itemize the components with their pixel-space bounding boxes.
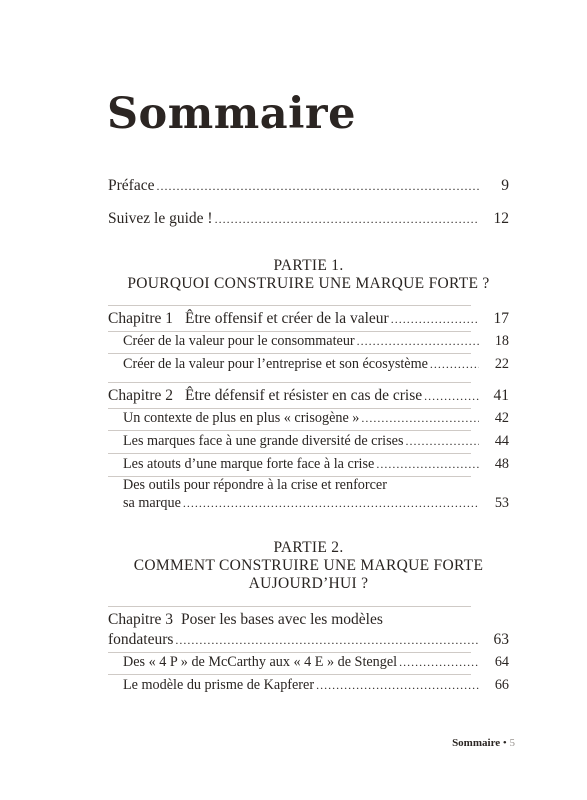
divider	[108, 408, 471, 409]
page-number: 64	[494, 654, 509, 670]
chapter-number: Chapitre 3	[108, 611, 173, 628]
leader-dots	[183, 496, 479, 511]
divider	[108, 353, 471, 354]
toc-entry-preface[interactable]	[108, 177, 509, 195]
toc-section[interactable]	[108, 677, 509, 694]
chapter-number: Chapitre 1	[108, 310, 173, 327]
chapter-title-line2: fondateurs	[108, 631, 174, 648]
leader-dots	[357, 334, 479, 349]
divider	[108, 453, 471, 454]
chapter-number: Chapitre 2	[108, 387, 173, 404]
toc-section[interactable]	[108, 410, 509, 427]
chapter-title: Être défensif et résister en cas de crise	[185, 387, 423, 404]
chapter-title: Être offensif et créer de la valeur	[185, 310, 389, 327]
page-title: Sommaire	[107, 88, 356, 139]
page-number: 18	[494, 333, 509, 349]
toc-section[interactable]	[108, 456, 509, 473]
page-number: 22	[494, 356, 509, 372]
page-number: 48	[494, 456, 509, 472]
separator-bullet: •	[502, 737, 507, 749]
leader-dots	[424, 389, 479, 404]
divider	[108, 305, 471, 306]
divider	[108, 430, 471, 431]
entry-label: Préface	[108, 177, 155, 194]
toc-section[interactable]	[108, 433, 509, 450]
page-number: 17	[493, 310, 509, 327]
toc-section[interactable]	[108, 333, 509, 350]
divider	[108, 674, 471, 675]
page-number: 66	[494, 677, 509, 693]
section-label: Créer de la valeur pour le consommateur	[123, 333, 355, 349]
page-footer	[452, 737, 515, 749]
toc-section[interactable]	[108, 356, 509, 373]
divider	[108, 652, 471, 653]
leader-dots	[215, 212, 479, 227]
section-label: sa marque	[123, 495, 181, 511]
leader-dots	[175, 633, 479, 648]
divider	[108, 382, 471, 383]
leader-dots	[405, 434, 479, 449]
page-number: 41	[493, 387, 509, 404]
folio: 5	[509, 737, 515, 749]
page-number: 63	[493, 631, 509, 648]
leader-dots	[399, 655, 479, 670]
entry-label: Suivez le guide !	[108, 210, 213, 227]
part-1-heading	[108, 257, 509, 293]
divider	[108, 331, 471, 332]
leader-dots	[156, 179, 479, 194]
page-number: 9	[501, 177, 509, 194]
divider	[108, 606, 471, 607]
section-label: Un contexte de plus en plus « crisogène »	[123, 410, 360, 426]
section-label: Des « 4 P » de McCarthy aux « 4 E » de Stengel	[123, 654, 398, 670]
running-head: Sommaire	[452, 737, 501, 749]
leader-dots	[361, 411, 479, 426]
section-label: Les marques face à une grande diversité de crises	[123, 433, 404, 449]
chapter-3-title-line1[interactable]	[108, 611, 383, 629]
toc-section[interactable]	[108, 495, 509, 512]
toc-chapter-2[interactable]	[108, 387, 509, 405]
page-number: 53	[494, 495, 509, 511]
part-title: POURQUOI CONSTRUIRE UNE MARQUE FORTE ?	[127, 275, 490, 292]
leader-dots	[316, 678, 479, 693]
section-label: Créer de la valeur pour l’entreprise et son écosystème	[123, 356, 428, 372]
page-number: 42	[494, 410, 509, 426]
section-label-line1[interactable]: Des outils pour répondre à la crise et renforcer	[123, 477, 387, 493]
part-number: PARTIE 2.	[273, 539, 344, 556]
part-title-line2: AUJOURD’HUI ?	[248, 575, 369, 592]
chapter-title: Poser les bases avec les modèles	[181, 611, 383, 628]
toc-chapter-1[interactable]	[108, 310, 509, 328]
leader-dots	[376, 457, 479, 472]
toc-entry-guide[interactable]	[108, 210, 509, 228]
toc-section[interactable]	[108, 654, 509, 671]
section-label: Le modèle du prisme de Kapferer	[123, 677, 315, 693]
part-number: PARTIE 1.	[273, 257, 344, 274]
toc-chapter-3[interactable]	[108, 631, 509, 649]
part-2-heading	[108, 539, 509, 593]
page-number: 12	[493, 210, 509, 227]
page-number: 44	[494, 433, 509, 449]
leader-dots	[391, 312, 479, 327]
section-label: Les atouts d’une marque forte face à la crise	[123, 456, 375, 472]
leader-dots	[430, 357, 479, 372]
part-title-line1: COMMENT CONSTRUIRE UNE MARQUE FORTE	[133, 557, 484, 574]
